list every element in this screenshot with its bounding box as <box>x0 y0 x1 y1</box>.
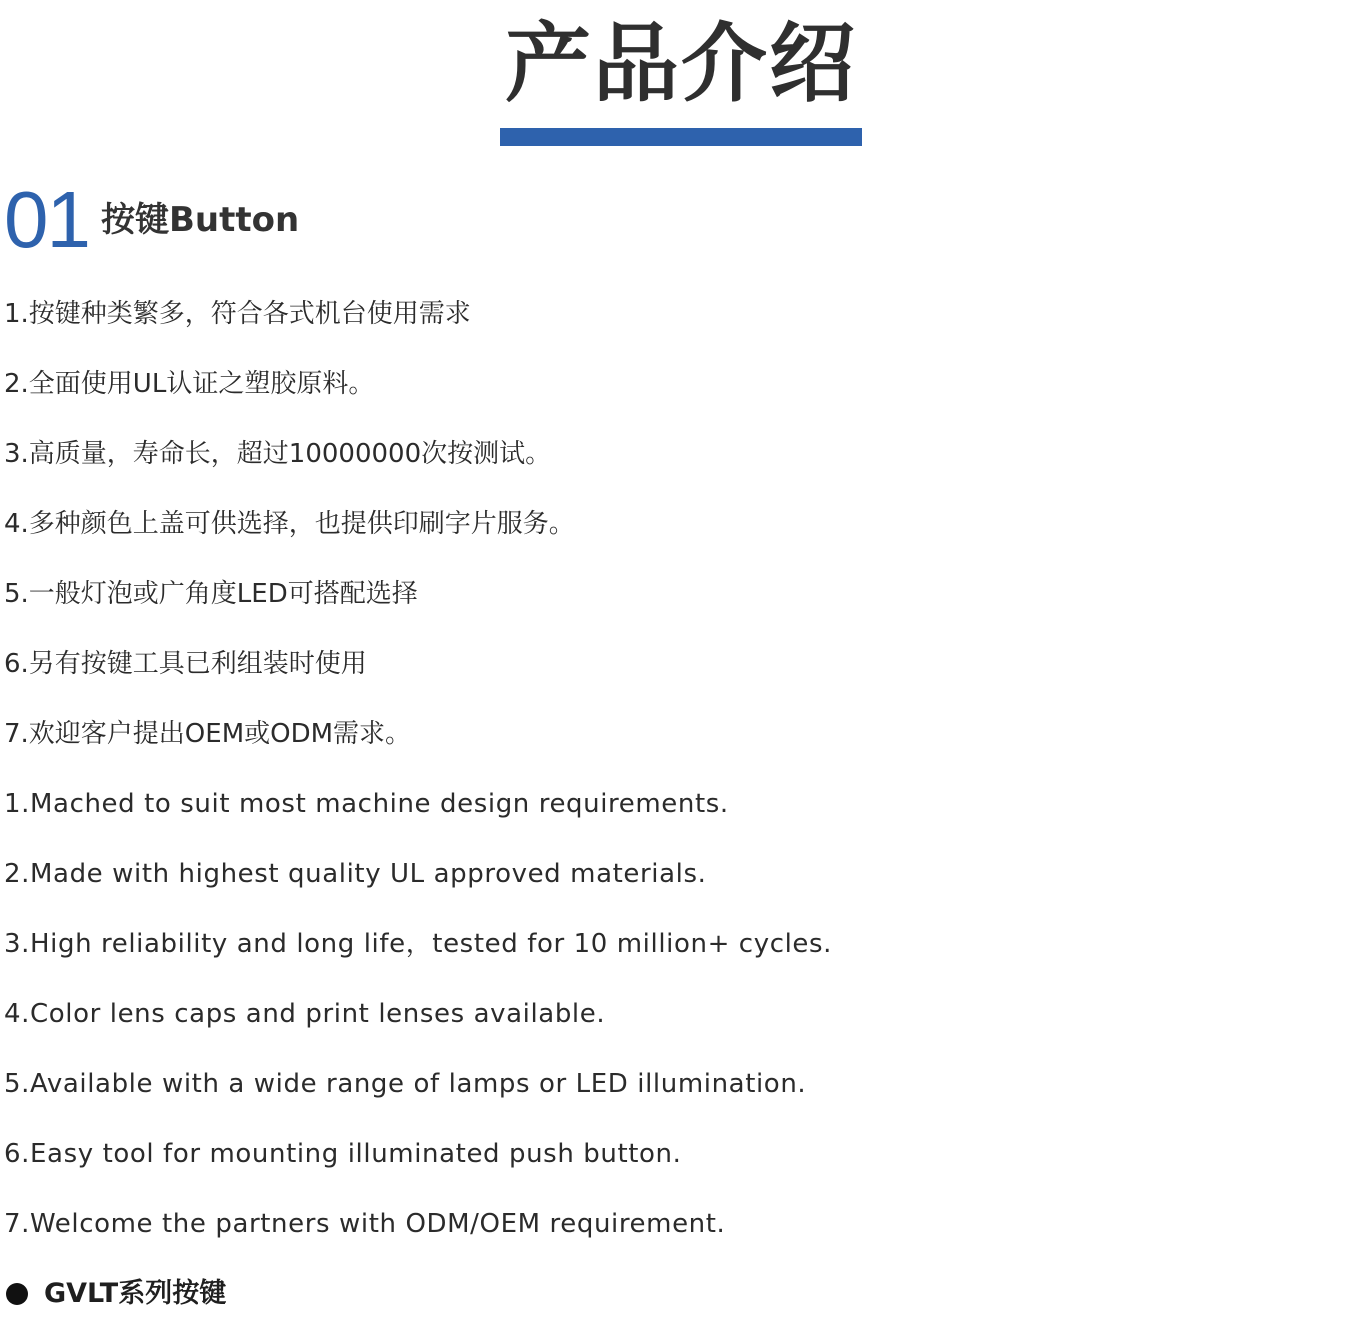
bullet-dot-icon <box>6 1283 28 1305</box>
feature-zh-4: 4.多种颜色上盖可供选择，也提供印刷字片服务。 <box>4 509 575 539</box>
feature-en-3: 3.High reliability and long life，tested for 10 million+ cycles. <box>4 929 833 959</box>
feature-en-1: 1.Mached to suit most machine design requirements. <box>4 789 729 819</box>
feature-en-5: 5.Available with a wide range of lamps or LED illumination. <box>4 1069 807 1099</box>
section-number: 01 <box>4 175 89 264</box>
section-label: 按键Button <box>100 200 300 240</box>
subsection-heading <box>6 1274 226 1314</box>
title-underline <box>500 128 862 146</box>
page-title: 产品介绍 <box>505 14 857 114</box>
feature-zh-1: 1.按键种类繁多，符合各式机台使用需求 <box>4 299 471 329</box>
feature-zh-7: 7.欢迎客户提出OEM或ODM需求。 <box>4 719 412 749</box>
feature-en-2: 2.Made with highest quality UL approved materials. <box>4 859 707 889</box>
feature-zh-3: 3.高质量，寿命长，超过10000000次按测试。 <box>4 439 552 469</box>
feature-zh-6: 6.另有按键工具已利组装时使用 <box>4 649 367 679</box>
subsection-label: GVLT系列按键 <box>44 1278 227 1309</box>
section-heading <box>4 175 300 264</box>
feature-en-4: 4.Color lens caps and print lenses available. <box>4 999 606 1029</box>
feature-en-7: 7.Welcome the partners with ODM/OEM requirement. <box>4 1209 726 1239</box>
feature-en-6: 6.Easy tool for mounting illuminated push button. <box>4 1139 682 1169</box>
feature-zh-2: 2.全面使用UL认证之塑胶原料。 <box>4 369 375 399</box>
feature-zh-5: 5.一般灯泡或广角度LED可搭配选择 <box>4 579 418 609</box>
